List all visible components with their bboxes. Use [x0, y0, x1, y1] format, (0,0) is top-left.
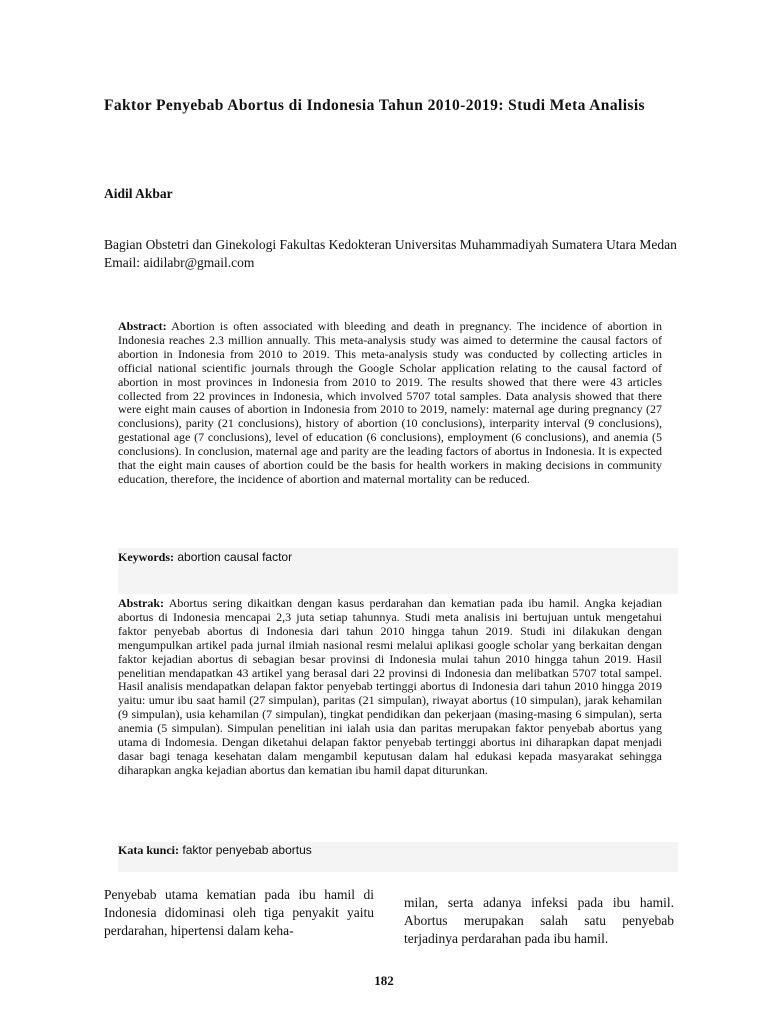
kata-kunci-label: Kata kunci: — [118, 843, 180, 857]
keywords-english — [118, 550, 678, 565]
author-name: Aidil Akbar — [104, 186, 173, 201]
page-number: 182 — [374, 973, 394, 988]
keywords-indonesian — [118, 843, 678, 858]
abstract-text: Abortion is often associated with bleeding and death in pregnancy. The incidence of abortion in Indonesia reaches 2.3 million annually. This meta-analysis study was aimed to determine the causal factors of abortion in Indonesia from 2010 to 2019. This meta-analysis study was conducted by collecting articles in official national scientific journals through the Google Scholar application relating to the causal factord of abortion in most provinces in Indonesia from 2010 to 2019. The results showed that there were 43 articles collected from 22 provinces in Indonesia, which involved 5707 total samples. Data analysis showed that there were eight main causes of abortion in Indonesia from 2010 to 2019, namely: maternal age during pregnancy (27 conclusions), parity (21 conclusions), history of abortion (10 conclusions), interparity interval (9 conclusions), gestational age (7 conclusions), level of education (6 conclusions), employment (6 conclusions), and anemia (5 conclusions). In conclusion, maternal age and parity are the leading factors of abortus in Indonesia. It is expected that the eight main causes of abortion could be the basis for health workers in making decisions in community education, therefore, the incidence of abortion and maternal mortality can be reduced. — [118, 319, 662, 486]
kata-kunci-text: faktor penyebab abortus — [182, 843, 312, 857]
body-column-left: Penyebab utama kematian pada ibu hamil di Indonesia didominasi oleh tiga penyakit yaitu perdarahan, hipertensi dalam keha- — [104, 887, 374, 938]
abstract-english — [118, 320, 662, 487]
paper-title: Faktor Penyebab Abortus di Indonesia Tahun 2010-2019: Studi Meta Analisis — [104, 97, 645, 114]
abstract-indonesian — [118, 597, 662, 778]
affiliation-text: Bagian Obstetri dan Ginekologi Fakultas Kedokteran Universitas Muhammadiyah Sumatera Utara Medan — [104, 237, 677, 252]
keywords-text: abortion causal factor — [177, 550, 293, 564]
body-column-right: milan, serta adanya infeksi pada ibu hamil. Abortus merupakan salah satu penyebab terjadinya perdarahan pada ibu hamil. — [404, 895, 674, 946]
abstract-label: Abstract: — [118, 319, 167, 333]
keywords-label: Keywords: — [118, 550, 174, 564]
affiliation-block — [104, 236, 684, 272]
author-email: Email: aidilabr@gmail.com — [104, 255, 255, 270]
abstrak-label: Abstrak: — [118, 596, 165, 610]
abstrak-text: Abortus sering dikaitkan dengan kasus perdarahan dan kematian pada ibu hamil. Angka kejadian abortus di Indonesia mencapai 2,3 juta setiap tahunnya. Studi meta analisis ini bertujuan untuk mengetahui faktor penyebab abortus di Indonesia dari tahun 2010 hingga tahun 2019. Studi ini dilakukan dengan mengumpulkan artikel pada jurnal ilmiah nasional resmi melalui aplikasi google scholar yang berkaitan dengan faktor kejadian abortus di sebagian besar provinsi di Indonesia mulai tahun 2010 hingga tahun 2019. Hasil penelitian mendapatkan 43 artikel yang berasal dari 22 provinsi di Indonesia dan melibatkan 5707 total sampel. Hasil analisis mendapatkan delapan faktor penyebab tertinggi abortus di Indonesia dari tahun 2010 hingga 2019 yaitu: umur ibu saat hamil (27 simpulan), paritas (21 simpulan), riwayat abortus (10 simpulan), jarak kehamilan (9 simpulan), usia kehamilan (7 simpulan), tingkat pendidikan dan pekerjaan (masing-masing 6 simpulan), serta anemia (5 simpulan). Simpulan penelitian ini ialah usia dan paritas merupakan faktor penyebab abortus yang utama di Indomesia. Dengan diketahui delapan faktor penyebab tertinggi abortus ini diharapkan dapat menjadi dasar bagi tenaga kesehatan dalam mengambil keputusan dalam hal edukasi kepada masyarakat sehingga diharapkan angka kejadian abortus dan kematian ibu hamil dapat diturunkan. — [118, 596, 663, 777]
